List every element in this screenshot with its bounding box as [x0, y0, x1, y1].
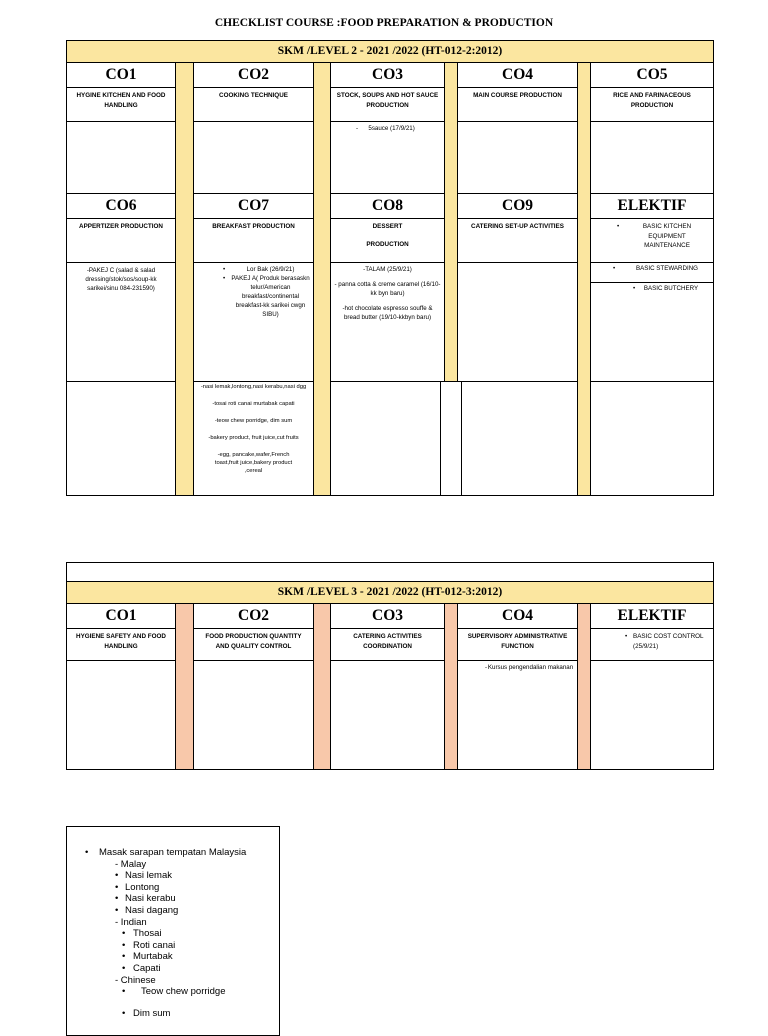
l3-co3-subject: CATERING ACTIVITIES COORDINATION: [330, 628, 445, 661]
l2-co7-header: CO7: [193, 193, 314, 219]
l2-elektif-content: [590, 262, 714, 382]
malay-item-3: • Nasi kerabu: [85, 893, 279, 905]
level3-top-empty-row: [66, 562, 714, 582]
l2-co4-content: [457, 121, 578, 194]
level3-stripe-2: [313, 603, 331, 770]
l2-co3-content: [330, 121, 445, 194]
l2-co7-note-4: -bakery product, fruit juice,cut fruits: [208, 435, 299, 441]
indian-item-2: • Roti canai: [85, 940, 279, 952]
level2-band: SKM /LEVEL 2 - 2021 /2022 (HT-012-2:2012): [66, 40, 714, 63]
l3-co4-content: [457, 660, 578, 770]
l2-co4-subject: MAIN COURSE PRODUCTION: [457, 87, 578, 122]
l2-co8-content: [330, 262, 445, 382]
l2-co7-note-2: -tosai roti canai murtabak capati: [212, 401, 295, 407]
indian-item-1: • Thosai: [85, 928, 279, 940]
l3-elektif-content: [590, 660, 714, 770]
l3-elektif-item: • BASIC COST CONTROL (25/9/21): [633, 632, 709, 651]
l2-co7-item-2: [231, 274, 310, 319]
level2-stripe-2: [313, 62, 331, 496]
l2-co7-note-3: -teow chew porridge, dim sum: [214, 418, 293, 424]
l3-co1-subject: HYGIENE SAFETY AND FOOD HANDLING: [66, 628, 176, 661]
level3-stripe-3: [444, 603, 458, 770]
l2-co8-note-1: -TALAM (25/9/21): [363, 266, 412, 273]
l2-co8-header: CO8: [330, 193, 445, 219]
indian-item-4: • Capati: [85, 963, 279, 975]
l2-co7-item-1-text: Lor Bak (26/9/21): [246, 266, 295, 273]
l2-elektif-item-2: • BASIC STEWARDING: [621, 264, 713, 273]
l2-co8-note-2: - panna cotta & creme caramel (16/10-kk byn baru): [334, 281, 441, 297]
l2-co5-subject: RICE AND FARINACEOUS PRODUCTION: [590, 87, 714, 122]
l2-co8-subject-line1: DESSERT: [372, 223, 403, 230]
l3-co1-header: CO1: [66, 603, 176, 629]
l3-co4-note: [461, 663, 574, 672]
l2-co7-item-2-text: PAKEJ A( Produk berasaskn telur/American breakfast/continental breakfast-kk sarikei cwgn SIBU): [231, 275, 310, 318]
level3-stripe-1: [175, 603, 194, 770]
group-malay-label: - Malay: [115, 858, 147, 870]
l2-co9-header: CO9: [457, 193, 578, 219]
dash-marker: -: [485, 664, 488, 671]
level3-stripe-4: [577, 603, 591, 770]
l3-co2-content: [193, 660, 314, 770]
l3-co3-header: CO3: [330, 603, 445, 629]
l2-co7-item-1: [231, 265, 310, 274]
l2-co6-note: -PAKEJ C (salad & salad dressing/stok/sos/soup-kk sarikei/sinu 084-231590): [85, 267, 157, 292]
l2-co2-content: [193, 121, 314, 194]
l2-co2-header: CO2: [193, 62, 314, 88]
l2-elektif-item-1: • BASIC KITCHEN EQUIPMENT MAINTENANCE: [625, 222, 709, 251]
l2-co3-note: [334, 124, 441, 133]
l2-co8-subject: [330, 218, 445, 263]
l3-co4-subject: SUPERVISORY ADMINISTRATIVE FUNCTION: [457, 628, 578, 661]
l2-elektif-subject: [590, 218, 714, 263]
l2-row3-co9: [461, 381, 578, 496]
malay-item-4: • Nasi dagang: [85, 905, 279, 917]
l3-co4-header: CO4: [457, 603, 578, 629]
level2-stripe-1: [175, 62, 194, 496]
l2-co5-header: CO5: [590, 62, 714, 88]
l2-elektif-header: ELEKTIF: [590, 193, 714, 219]
l2-co3-note-text: 5sauce (17/9/21): [368, 125, 415, 132]
l2-co7-subject: BREAKFAST PRODUCTION: [193, 218, 314, 263]
chinese-item-2: • Dim sum: [85, 1008, 279, 1020]
l2-co5-content: [590, 121, 714, 194]
l2-co7-note-1: -nasi lemak,lontong,nasi kerabu,nasi dgg: [200, 384, 307, 390]
level2-stripe-3: [444, 62, 458, 382]
l2-co7-content: [193, 262, 314, 382]
l2-row3-co6: [66, 381, 176, 496]
l3-co2-header: CO2: [193, 603, 314, 629]
l3-co3-content: [330, 660, 445, 770]
l2-elektif-butchery-row: [591, 283, 701, 293]
l2-co1-header: CO1: [66, 62, 176, 88]
l2-co3-header: CO3: [330, 62, 445, 88]
group-indian-label: - Indian: [115, 916, 147, 928]
l3-co4-note-text: Kursus pengendalian makanan: [487, 664, 574, 671]
l2-co6-subject: APPERTIZER PRODUCTION: [66, 218, 176, 263]
dash-marker: -: [356, 125, 369, 132]
level3-band: SKM /LEVEL 3 - 2021 /2022 (HT-012-3:2012): [66, 581, 714, 604]
malay-item-1: • Nasi lemak: [85, 870, 279, 882]
l2-co7-note-5: -egg, pancake,wafer,French toast,fruit juice,bakery product ,cereal: [214, 452, 293, 474]
l2-elektif-stewarding-row: [591, 263, 713, 283]
l3-co1-content: [66, 660, 176, 770]
l2-row3-co8b: [440, 381, 462, 496]
chinese-item-1: • Teow chew porridge: [85, 986, 261, 998]
l3-elektif-header: ELEKTIF: [590, 603, 714, 629]
page-title: CHECKLIST COURSE :FOOD PREPARATION & PRODUCTION: [214, 17, 554, 29]
l2-co2-subject: COOKING TECHNIQUE: [193, 87, 314, 122]
notes-heading: • Masak sarapan tempatan Malaysia: [85, 847, 279, 859]
l2-co9-content: [457, 262, 578, 382]
l2-co4-header: CO4: [457, 62, 578, 88]
l2-co8-note-3: -hot chocolate espresso souffe & bread butter (19/10-kkbyn baru): [342, 305, 433, 321]
l2-co1-content: [66, 121, 176, 194]
group-chinese-label: - Chinese: [115, 974, 156, 986]
l2-co8-subject-line2: PRODUCTION: [366, 240, 409, 248]
breakfast-notes-box: [66, 826, 280, 1036]
l2-co1-subject: HYGINE KITCHEN AND FOOD HANDLING: [66, 87, 176, 122]
indian-item-3: • Murtabak: [85, 951, 279, 963]
l2-co6-header: CO6: [66, 193, 176, 219]
l2-co6-content: [66, 262, 176, 382]
malay-item-2: • Lontong: [85, 882, 279, 894]
l2-row3-co8: [330, 381, 441, 496]
l2-elektif-item-3: • BASIC BUTCHERY: [641, 284, 701, 293]
l3-elektif-subject: [590, 628, 714, 661]
l2-row3-elektif: [590, 381, 714, 496]
l3-co2-subject: FOOD PRODUCTION QUANTITY AND QUALITY CONTROL: [193, 628, 314, 661]
l2-co9-subject: CATERING SET-UP ACTIVITIES: [457, 218, 578, 263]
level2-stripe-4: [577, 62, 591, 496]
l2-row3-co7: [193, 381, 314, 496]
l2-co3-subject: STOCK, SOUPS AND HOT SAUCE PRODUCTION: [330, 87, 445, 122]
